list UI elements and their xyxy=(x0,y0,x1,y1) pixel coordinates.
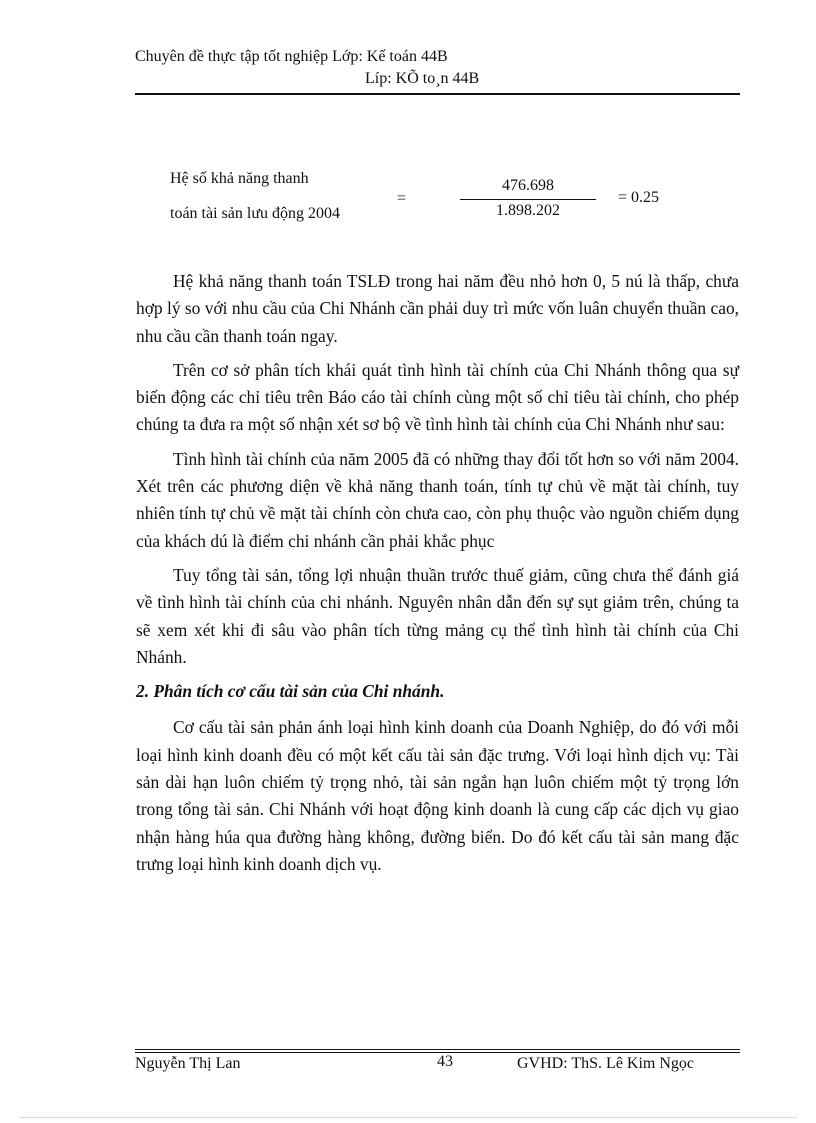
paragraph-assets-decline: Tuy tổng tài sản, tổng lợi nhuận thuần trước thuế giảm, cũng chưa thể đánh giá về tình hình tài chính của chi nhánh. Nguyên nhân dẫn đến sự sụt giảm trên, chúng ta sẽ xem xét khi đi sâu vào phân tích từng mảng cụ thể tình hình tài chính của Chi Nhánh. xyxy=(136,564,739,667)
paragraph-asset-structure: Cơ cấu tài sản phản ánh loại hình kinh doanh của Doanh Nghiệp, do đó với mỗi loại hình kinh doanh đều có một kết cấu tài sản đặc trưng. Với loại hình dịch vụ: Tài sản dài hạn luôn chiếm tỷ trọng nhỏ, tài sản ngắn hạn luôn chiếm một tỷ trọng lớn trong tổng tài sản. Chi Nhánh với hoạt động kinh doanh là cung cấp các dịch vụ giao nhận hàng húa qua đường hàng không, đường biển. Do đó kết cấu tài sản mang đặc trưng loại hình kinh doanh dịch vụ. xyxy=(136,717,739,874)
formula-denominator: 1.898.202 xyxy=(496,202,560,219)
formula-label-line-1: Hệ số khả năng thanh xyxy=(170,170,309,187)
formula-label-line-2: toán tài sản lưu động 2004 xyxy=(170,205,340,222)
header-line-1: Chuyên đề thực tập tốt nghiệp Lớp: Kế toán 44B xyxy=(135,48,448,65)
footer-advisor: GVHD: ThS. Lê Kim Ngọc xyxy=(517,1055,695,1072)
paragraph-financial-situation-2005: Tình hình tài chính của năm 2005 đã có những thay đổi tốt hơn so với năm 2004. Xét trên các phương diện về khả năng thanh toán, tính tự chủ về mặt tài chính, tuy nhiên tính tự chủ về mặt tài chính còn chưa cao, còn phụ thuộc vào nguồn chiếm dụng của khách dú là điểm chi nhánh cần phải khắc phục xyxy=(136,448,739,551)
page-bottom-dotted-line xyxy=(20,1117,796,1118)
body-text xyxy=(136,268,739,885)
section-heading: 2. Phân tích cơ cấu tài sản của Chi nhánh. xyxy=(136,681,445,702)
formula-equals-sign: = xyxy=(397,190,407,207)
page-number: 43 xyxy=(437,1053,453,1070)
formula-fraction-bar xyxy=(460,199,596,200)
paragraph-analysis-basis: Trên cơ sở phân tích khái quát tình hình tài chính của Chi Nhánh thông qua sự biến động các chỉ tiêu trên Báo cáo tài chính cùng một số chỉ tiêu tài chính, cho phép chúng ta đưa ra một số nhận xét sơ bộ về tình hình tài chính của Chi Nhánh như sau: xyxy=(136,359,739,435)
footer-rule-top xyxy=(135,1049,740,1050)
footer-author: Nguyễn Thị Lan xyxy=(135,1055,241,1072)
paragraph-liquidity-assessment: Hệ khả năng thanh toán TSLĐ trong hai năm đều nhỏ hơn 0, 5 nú là thấp, chưa hợp lý so với nhu cầu của Chi Nhánh cần phải duy trì mức vốn luân chuyển thuần cao, nhu cầu cần thanh toán ngay. xyxy=(136,271,739,346)
header-line-2: Líp: KÕ to¸n 44B xyxy=(365,70,480,87)
formula-result: = 0.25 xyxy=(618,189,660,206)
formula-numerator: 476.698 xyxy=(502,177,554,194)
header-rule xyxy=(135,93,740,95)
